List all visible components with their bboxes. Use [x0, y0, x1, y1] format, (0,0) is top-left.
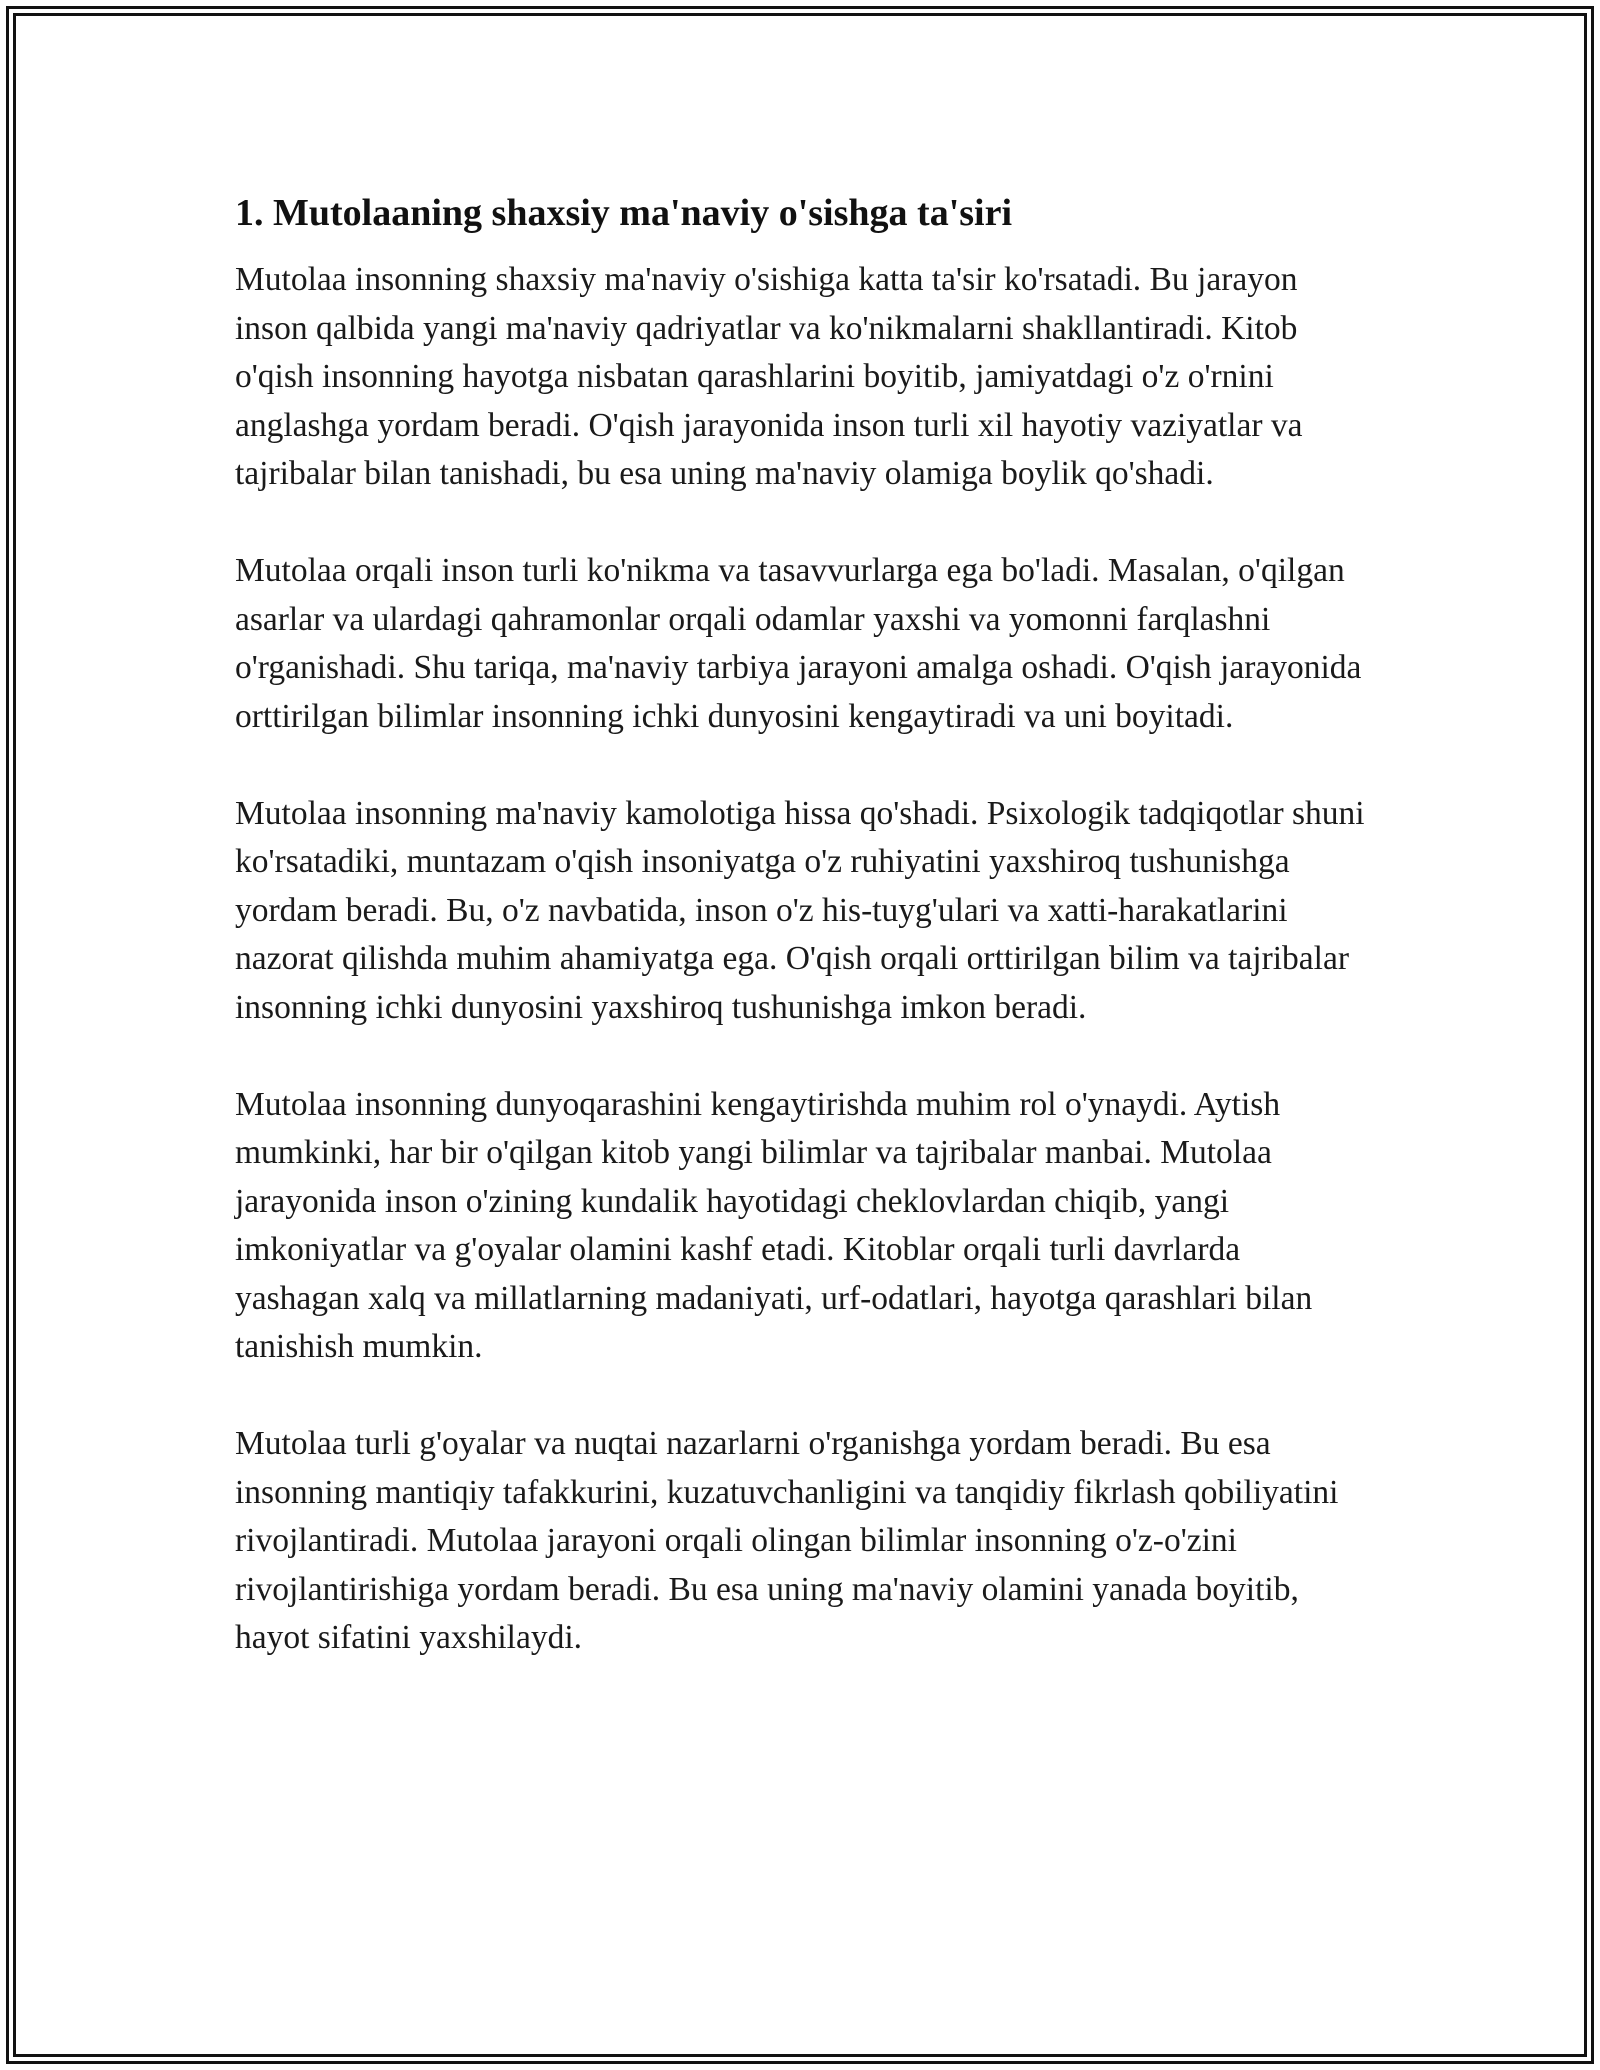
- document-body: [235, 184, 1370, 1663]
- paragraph-2: Mutolaa orqali inson turli ko'nikma va tasavvurlarga ega bo'ladi. Masalan, o'qilgan asarlar va ulardagi qahramonlar orqali odamlar yaxshi va yomonni farqlashni o'rganishadi. Shu tariqa, ma'naviy tarbiya jarayoni amalga oshadi. O'qish jarayonida orttirilgan bilimlar insonning ichki dunyosini kengaytiradi va uni boyitadi.: [235, 552, 1362, 735]
- paragraph-5: Mutolaa turli g'oyalar va nuqtai nazarlarni o'rganishga yordam beradi. Bu esa insonning mantiqiy tafakkurini, kuzatuvchanligini va tanqidiy fikrlash qobiliyatini rivojlantiradi. Mutolaa jarayoni orqali olingan bilimlar insonning o'z-o'zini rivojlantirishiga yordam beradi. Bu esa uning ma'naviy olamini yanada boyitib, hayot sifatini yaxshilaydi.: [235, 1425, 1339, 1656]
- paragraph-1: Mutolaa insonning shaxsiy ma'naviy o'sishiga katta ta'sir ko'rsatadi. Bu jarayon inson qalbida yangi ma'naviy qadriyatlar va ko'nikmalarni shakllantiradi. Kitob o'qish insonning hayotga nisbatan qarashlarini boyitib, jamiyatdagi o'z o'rnini anglashga yordam beradi. O'qish jarayonida inson turli xil hayotiy vaziyatlar va tajribalar bilan tanishadi, bu esa uning ma'naviy olamiga boylik qo'shadi.: [235, 261, 1303, 492]
- paragraph-4: Mutolaa insonning dunyoqarashini kengaytirishda muhim rol o'ynaydi. Aytish mumkinki, har bir o'qilgan kitob yangi bilimlar va tajribalar manbai. Mutolaa jarayonida inson o'zining kundalik hayotidagi cheklovlardan chiqib, yangi imkoniyatlar va g'oyalar olamini kashf etadi. Kitoblar orqali turli davrlarda yashagan xalq va millatlarning madaniyati, urf-odatlari, hayotga qarashlari bilan tanishish mumkin.: [235, 1085, 1313, 1365]
- section-heading: 1. Mutolaaning shaxsiy ma'naviy o'sishga ta'siri: [235, 192, 1013, 234]
- paragraph-3: Mutolaa insonning ma'naviy kamolotiga hissa qo'shadi. Psixologik tadqiqotlar shuni ko'rsatadiki, muntazam o'qish insoniyatga o'z ruhiyatini yaxshiroq tushunishga yordam beradi. Bu, o'z navbatida, inson o'z his-tuyg'ulari va xatti-harakatlarini nazorat qilishda muhim ahamiyatga ega. O'qish orqali orttirilgan bilim va tajribalar insonning ichki dunyosini yaxshiroq tushunishga imkon beradi.: [235, 794, 1365, 1026]
